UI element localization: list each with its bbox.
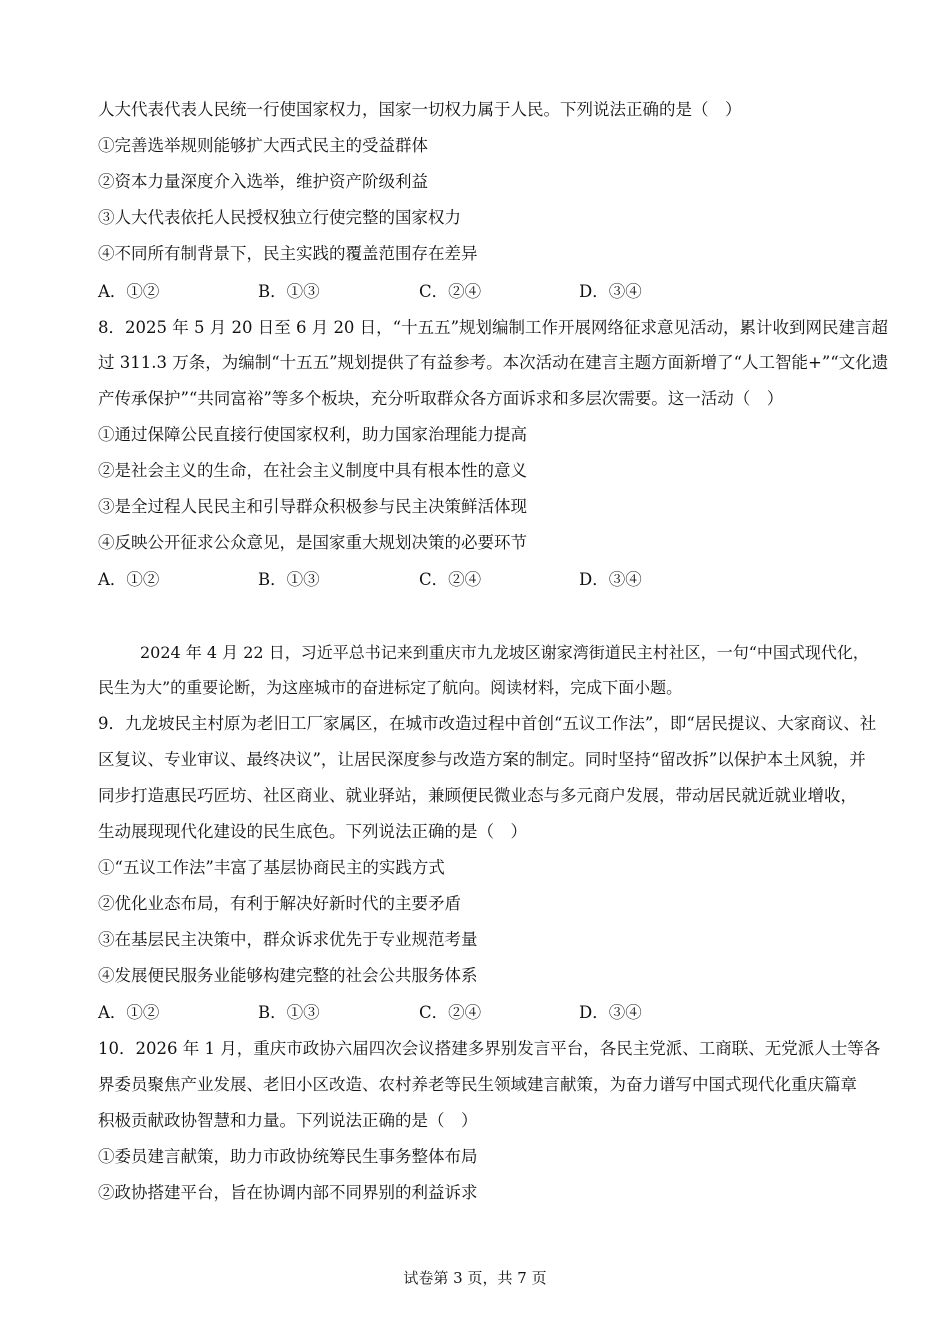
q10-item-1: ①委员建言献策，助力市政协统筹民生事务整体布局 [98, 1147, 478, 1166]
q7-option-a: A．①② [98, 282, 160, 301]
q8-option-c: C．②④ [419, 570, 482, 589]
q10-stem-line-2: 界委员聚焦产业发展、老旧小区改造、农村养老等民生领域建言献策，为奋力谱写中国式现代化重庆篇章 [98, 1075, 857, 1094]
q8-stem-line-3: 产传承保护”“共同富裕”等多个板块，充分听取群众各方面诉求和多层次需要。这一活动（ ） [98, 389, 784, 408]
q9-item-1: ①“五议工作法”丰富了基层协商民主的实践方式 [98, 858, 445, 877]
passage-line-1: 2024 年 4 月 22 日，习近平总书记来到重庆市九龙坡区谢家湾街道民主村社区，一句“中国式现代化， [140, 643, 869, 662]
page-footer: 试卷第 3 页，共 7 页 [403, 1269, 547, 1287]
q8-stem-line-1: 8．2025 年 5 月 20 日至 6 月 20 日，“十五五”规划编制工作开展网络征求意见活动，累计收到网民建言超 [98, 318, 889, 337]
q7-option-b: B．①③ [258, 282, 320, 301]
q7-option-c: C．②④ [419, 282, 482, 301]
q8-item-4: ④反映公开征求公众意见，是国家重大规划决策的必要环节 [98, 533, 527, 552]
q9-item-2: ②优化业态布局，有利于解决好新时代的主要矛盾 [98, 894, 461, 913]
q7-item-3: ③人大代表依托人民授权独立行使完整的国家权力 [98, 208, 461, 227]
q9-stem-line-4: 生动展现现代化建设的民生底色。下列说法正确的是（ ） [98, 822, 527, 841]
q9-option-c: C．②④ [419, 1003, 482, 1022]
q9-option-a: A．①② [98, 1003, 160, 1022]
q7-item-4: ④不同所有制背景下，民主实践的覆盖范围存在差异 [98, 244, 478, 263]
q9-item-3: ③在基层民主决策中，群众诉求优先于专业规范考量 [98, 930, 478, 949]
q8-stem-line-2: 过 311.3 万条，为编制“十五五”规划提供了有益参考。本次活动在建言主题方面新增了“人工智能+”“文化遗 [98, 353, 889, 372]
q9-option-b: B．①③ [258, 1003, 320, 1022]
q9-stem-line-2: 区复议、专业审议、最终决议”，让居民深度参与改造方案的制定。同时坚持“留改拆”以保护本土风貌，并 [98, 750, 866, 769]
q9-item-4: ④发展便民服务业能够构建完整的社会公共服务体系 [98, 966, 478, 985]
q10-item-2: ②政协搭建平台，旨在协调内部不同界别的利益诉求 [98, 1183, 478, 1202]
q7-item-2: ②资本力量深度介入选举，维护资产阶级利益 [98, 172, 428, 191]
q7-stem: 人大代表代表人民统一行使国家权力，国家一切权力属于人民。下列说法正确的是（ ） [98, 100, 742, 119]
q8-item-2: ②是社会主义的生命，在社会主义制度中具有根本性的意义 [98, 461, 527, 480]
q9-option-d: D．③④ [579, 1003, 642, 1022]
q8-option-a: A．①② [98, 570, 160, 589]
q8-option-b: B．①③ [258, 570, 320, 589]
q9-stem-line-1: 9．九龙坡民主村原为老旧工厂家属区，在城市改造过程中首创“五议工作法”，即“居民提议、大家商议、社 [98, 714, 877, 733]
q7-item-1: ①完善选举规则能够扩大西式民主的受益群体 [98, 136, 428, 155]
q9-stem-line-3: 同步打造惠民巧匠坊、社区商业、就业驿站，兼顾便民微业态与多元商户发展，带动居民就近就业增收， [98, 786, 857, 805]
q7-option-d: D．③④ [579, 282, 642, 301]
q8-item-3: ③是全过程人民民主和引导群众积极参与民主决策鲜活体现 [98, 497, 527, 516]
q10-stem-line-3: 积极贡献政协智慧和力量。下列说法正确的是（ ） [98, 1111, 478, 1130]
q8-option-d: D．③④ [579, 570, 642, 589]
q8-item-1: ①通过保障公民直接行使国家权利，助力国家治理能力提高 [98, 425, 527, 444]
q10-stem-line-1: 10．2026 年 1 月，重庆市政协六届四次会议搭建多界别发言平台，各民主党派、工商联、无党派人士等各 [98, 1039, 881, 1058]
passage-line-2: 民生为大”的重要论断，为这座城市的奋进标定了航向。阅读材料，完成下面小题。 [98, 678, 683, 697]
